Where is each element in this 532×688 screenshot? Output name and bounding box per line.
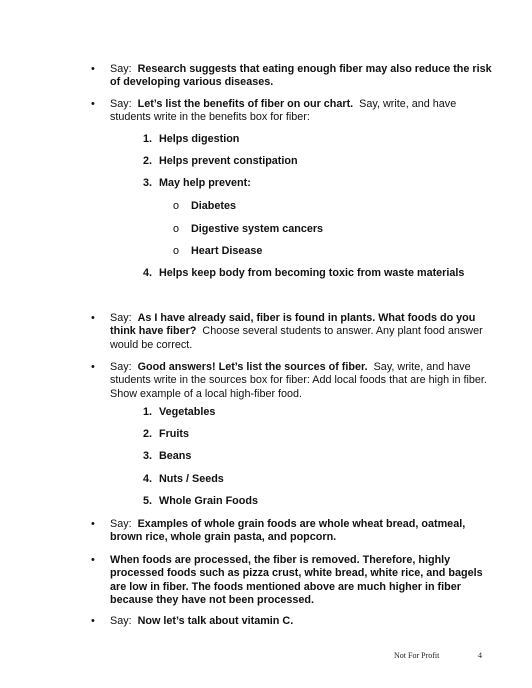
bullet-plain-text: Choose several students to answer. Any plant food answer would be correct. bbox=[110, 325, 483, 351]
say-label: Say: bbox=[110, 312, 132, 324]
source-item: 2. Fruits bbox=[143, 428, 189, 440]
source-item: 1. Vegetables bbox=[143, 406, 216, 418]
footer-label: Not For Profit bbox=[394, 651, 440, 660]
prevent-item: o Digestive system cancers bbox=[173, 223, 324, 235]
benefit-item: 1. Helps digestion bbox=[143, 133, 240, 145]
bullet-bold-text: Examples of whole grain foods are whole wheat bread, oatmeal, brown rice, whole grain pasta, and popcorn. bbox=[110, 518, 466, 544]
bullet-bold-text: Now let’s talk about vitamin C. bbox=[137, 615, 294, 627]
bullet-bold-text: When foods are processed, the fiber is removed. Therefore, highly processed foods such as pizza crust, white bread, white rice, and bagels are low in fiber. The foods mentioned above are much higher in fiber because they have not been processed. bbox=[110, 554, 483, 607]
bullet-text bbox=[110, 63, 494, 90]
bullet-plain-text: Say, write, and have students write in the sources box for fiber: Add local foods that are high in fiber. Show example of a local high-fiber food. bbox=[110, 361, 487, 400]
bullet-text bbox=[110, 615, 494, 628]
say-label: Say: bbox=[110, 361, 132, 373]
bullet-dot: • bbox=[91, 554, 95, 566]
source-item: 4. Nuts / Seeds bbox=[143, 473, 224, 485]
prevent-item: o Heart Disease bbox=[173, 245, 263, 257]
say-label: Say: bbox=[110, 518, 132, 530]
say-label: Say: bbox=[110, 63, 132, 75]
bullet-bold-text: Let’s list the benefits of fiber on our chart. bbox=[137, 98, 354, 110]
bullet-text bbox=[110, 518, 494, 545]
source-item: 3. Beans bbox=[143, 450, 192, 462]
bullet-text bbox=[110, 98, 494, 125]
bullet-text bbox=[110, 361, 494, 401]
bullet-dot: • bbox=[91, 361, 95, 373]
bullet-dot: • bbox=[91, 63, 95, 75]
source-item: 5. Whole Grain Foods bbox=[143, 495, 258, 507]
circle-bullet-icon: o bbox=[173, 200, 180, 212]
bullet-text bbox=[110, 312, 494, 352]
page-number: 4 bbox=[478, 651, 482, 660]
bullet-bold-text: Research suggests that eating enough fiber may also reduce the risk of developing various diseases. bbox=[110, 63, 492, 89]
benefit-item: 3. May help prevent: bbox=[143, 177, 251, 189]
bullet-dot: • bbox=[91, 518, 95, 530]
benefit-item: 2. Helps prevent constipation bbox=[143, 155, 298, 167]
say-label: Say: bbox=[110, 98, 132, 110]
circle-bullet-icon: o bbox=[173, 223, 180, 235]
bullet-bold-text: As I have already said, fiber is found in plants. What foods do you think have fiber? bbox=[110, 312, 476, 338]
bullet-text bbox=[110, 554, 494, 608]
bullet-bold-text: Good answers! Let’s list the sources of fiber. bbox=[137, 361, 368, 373]
circle-bullet-icon: o bbox=[173, 245, 180, 257]
bullet-dot: • bbox=[91, 615, 95, 627]
bullet-plain-text: Say, write, and have students write in the benefits box for fiber: bbox=[110, 98, 457, 124]
say-label: Say: bbox=[110, 615, 132, 627]
benefit-item: 4. Helps keep body from becoming toxic from waste materials bbox=[143, 267, 465, 279]
bullet-dot: • bbox=[91, 312, 95, 324]
bullet-dot: • bbox=[91, 98, 95, 110]
prevent-item: o Diabetes bbox=[173, 200, 237, 212]
